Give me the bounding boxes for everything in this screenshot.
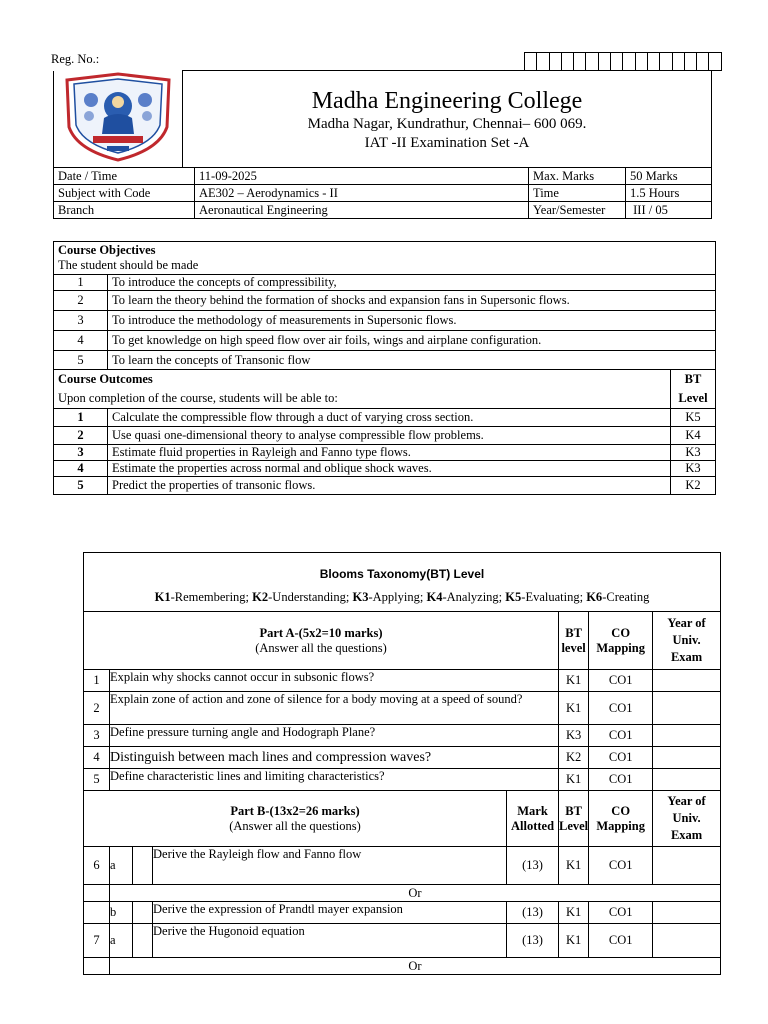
subject-value: AE302 – Aerodynamics - II bbox=[195, 185, 529, 202]
question-spacer bbox=[133, 924, 153, 958]
max-marks-value: 50 Marks bbox=[626, 168, 712, 185]
branch-label: Branch bbox=[54, 202, 195, 219]
part-b-year-header bbox=[653, 791, 721, 847]
question-row bbox=[84, 847, 721, 885]
blooms-level-name: -Understanding; bbox=[268, 590, 353, 604]
college-header bbox=[53, 70, 712, 168]
question-bt: K1 bbox=[559, 692, 589, 725]
part-a-title: Part A-(5x2=10 marks) bbox=[259, 625, 383, 640]
question-co: CO1 bbox=[589, 769, 653, 791]
question-year bbox=[653, 847, 721, 885]
part-a-co-header bbox=[589, 612, 653, 670]
reg-digit-box bbox=[697, 53, 709, 71]
or-label: Or bbox=[110, 958, 721, 975]
objective-row bbox=[54, 311, 716, 331]
outcome-row bbox=[54, 427, 716, 445]
question-row bbox=[84, 692, 721, 725]
reg-digit-box bbox=[660, 53, 672, 71]
question-year bbox=[653, 692, 721, 725]
outcome-text: Calculate the compressible flow through a duct of varying cross section. bbox=[108, 409, 671, 427]
question-bt: K3 bbox=[559, 725, 589, 747]
question-text: Define pressure turning angle and Hodograph Plane? bbox=[110, 725, 559, 747]
date-label: Date / Time bbox=[54, 168, 195, 185]
question-row bbox=[84, 924, 721, 958]
question-marks: (13) bbox=[507, 847, 559, 885]
outcome-bt: K3 bbox=[671, 461, 716, 477]
question-co: CO1 bbox=[589, 924, 653, 958]
outcome-row bbox=[54, 445, 716, 461]
objective-no: 5 bbox=[54, 351, 108, 370]
question-year bbox=[653, 902, 721, 924]
question-year bbox=[653, 924, 721, 958]
question-bt: K2 bbox=[559, 747, 589, 769]
question-year bbox=[653, 725, 721, 747]
objective-no: 4 bbox=[54, 331, 108, 351]
year-label: Year/Semester bbox=[529, 202, 626, 219]
reg-digit-box bbox=[709, 53, 721, 71]
reg-digit-box bbox=[537, 53, 549, 71]
outcome-bt: K3 bbox=[671, 445, 716, 461]
outcomes-header-row bbox=[54, 370, 716, 409]
branch-value: Aeronautical Engineering bbox=[195, 202, 529, 219]
question-co: CO1 bbox=[589, 692, 653, 725]
objective-text: To introduce the concepts of compressibility, bbox=[108, 275, 716, 291]
reg-digit-box bbox=[598, 53, 610, 71]
objective-no: 3 bbox=[54, 311, 108, 331]
exam-info-table bbox=[53, 167, 712, 219]
question-co: CO1 bbox=[589, 902, 653, 924]
question-spacer bbox=[133, 902, 153, 924]
outcomes-header bbox=[54, 370, 671, 409]
outcome-text: Use quasi one-dimensional theory to analyse compressible flow problems. bbox=[108, 427, 671, 445]
college-title-cell bbox=[183, 71, 712, 168]
question-row bbox=[84, 902, 721, 924]
blooms-row bbox=[84, 553, 721, 612]
question-no: 2 bbox=[84, 692, 110, 725]
outcome-bt: K4 bbox=[671, 427, 716, 445]
or-row bbox=[84, 885, 721, 902]
question-row bbox=[84, 725, 721, 747]
outcome-text: Predict the properties of transonic flows. bbox=[108, 477, 671, 495]
header-line: Year of bbox=[667, 794, 706, 808]
header-line: Univ. bbox=[672, 811, 701, 825]
question-text: Derive the expression of Prandtl mayer expansion bbox=[153, 902, 507, 924]
outcome-text: Estimate the properties across normal and oblique shock waves. bbox=[108, 461, 671, 477]
question-sub: a bbox=[110, 847, 133, 885]
question-no: 4 bbox=[84, 747, 110, 769]
blooms-title: Blooms Taxonomy(BT) Level bbox=[319, 567, 485, 581]
reg-digit-box bbox=[561, 53, 573, 71]
reg-digit-box bbox=[525, 53, 537, 71]
outcome-no: 2 bbox=[54, 427, 108, 445]
question-bt: K1 bbox=[559, 769, 589, 791]
outcome-row bbox=[54, 409, 716, 427]
header-line: CO bbox=[611, 803, 631, 818]
question-sub: a bbox=[110, 924, 133, 958]
question-no: 1 bbox=[84, 670, 110, 692]
header-line: Exam bbox=[670, 650, 703, 664]
question-text: Distinguish between mach lines and compression waves? bbox=[110, 747, 559, 769]
question-row bbox=[84, 670, 721, 692]
part-b-header-row bbox=[84, 791, 721, 847]
college-address: Madha Nagar, Kundrathur, Chennai– 600 069. bbox=[307, 115, 587, 132]
blooms-level-code: K5 bbox=[505, 590, 522, 604]
outcomes-heading: Course Outcomes bbox=[58, 372, 153, 386]
objective-no: 1 bbox=[54, 275, 108, 291]
blooms-cell bbox=[84, 553, 721, 612]
objective-row bbox=[54, 291, 716, 311]
question-bt: K1 bbox=[559, 847, 589, 885]
part-a-bt-header bbox=[559, 612, 589, 670]
part-a-header-row bbox=[84, 612, 721, 670]
question-no: 7 bbox=[84, 924, 110, 958]
exam-title: IAT -II Examination Set -A bbox=[364, 134, 530, 151]
reg-digit-box bbox=[611, 53, 623, 71]
question-bt: K1 bbox=[559, 924, 589, 958]
or-spacer bbox=[84, 958, 110, 975]
blooms-level-name: -Applying; bbox=[368, 590, 427, 604]
blooms-level-name: -Creating bbox=[602, 590, 650, 604]
objectives-heading: Course Objectives bbox=[58, 243, 156, 257]
outcome-bt: K2 bbox=[671, 477, 716, 495]
question-sub: b bbox=[110, 902, 133, 924]
or-spacer bbox=[84, 885, 110, 902]
header-line: Mapping bbox=[596, 818, 645, 833]
question-row bbox=[84, 747, 721, 769]
question-marks: (13) bbox=[507, 924, 559, 958]
question-marks: (13) bbox=[507, 902, 559, 924]
question-bt: K1 bbox=[559, 670, 589, 692]
question-text: Define characteristic lines and limiting characteristics? bbox=[110, 769, 559, 791]
reg-digit-box bbox=[574, 53, 586, 71]
bt-head-line: Level bbox=[678, 391, 708, 405]
date-value: 11-09-2025 bbox=[195, 168, 529, 185]
blooms-level-code: K1 bbox=[154, 590, 171, 604]
reg-digit-box bbox=[623, 53, 635, 71]
outcomes-intro: Upon completion of the course, students will be able to: bbox=[58, 391, 338, 405]
header-line: Univ. bbox=[672, 633, 701, 647]
question-bt: K1 bbox=[559, 902, 589, 924]
outcome-text: Estimate fluid properties in Rayleigh and Fanno type flows. bbox=[108, 445, 671, 461]
time-value: 1.5 Hours bbox=[626, 185, 712, 202]
reg-digit-box bbox=[647, 53, 659, 71]
part-b-mark-header bbox=[507, 791, 559, 847]
question-no: 5 bbox=[84, 769, 110, 791]
question-year bbox=[653, 769, 721, 791]
question-co: CO1 bbox=[589, 847, 653, 885]
part-b-co-header bbox=[589, 791, 653, 847]
outcome-row bbox=[54, 461, 716, 477]
outcome-row bbox=[54, 477, 716, 495]
question-year bbox=[653, 747, 721, 769]
objective-text: To get knowledge on high speed flow over air foils, wings and airplane configuration. bbox=[108, 331, 716, 351]
header-line: BT bbox=[565, 625, 582, 640]
reg-digit-box bbox=[684, 53, 696, 71]
part-b-title: Part B-(13x2=26 marks) bbox=[230, 803, 360, 818]
question-no: 6 bbox=[84, 847, 110, 885]
course-table bbox=[53, 241, 716, 495]
part-a-year-header bbox=[653, 612, 721, 670]
question-spacer bbox=[133, 847, 153, 885]
blooms-level-name: -Remembering; bbox=[170, 590, 253, 604]
header-line: Mapping bbox=[596, 640, 645, 655]
part-b-bt-header bbox=[559, 791, 589, 847]
question-no bbox=[84, 902, 110, 924]
blooms-level-code: K2 bbox=[252, 590, 269, 604]
part-a-subtitle: (Answer all the questions) bbox=[255, 640, 387, 655]
college-name: Madha Engineering College bbox=[311, 87, 583, 114]
blooms-level-code: K4 bbox=[426, 590, 443, 604]
objective-no: 2 bbox=[54, 291, 108, 311]
college-crest-icon bbox=[59, 72, 177, 162]
objective-row bbox=[54, 275, 716, 291]
question-row bbox=[84, 769, 721, 791]
blooms-level-code: K6 bbox=[586, 590, 603, 604]
subject-label: Subject with Code bbox=[54, 185, 195, 202]
reg-digit-box bbox=[672, 53, 684, 71]
objective-row bbox=[54, 331, 716, 351]
question-no: 3 bbox=[84, 725, 110, 747]
max-marks-label: Max. Marks bbox=[529, 168, 626, 185]
or-row bbox=[84, 958, 721, 975]
outcome-no: 4 bbox=[54, 461, 108, 477]
or-label: Or bbox=[110, 885, 721, 902]
objective-text: To learn the theory behind the formation of shocks and expansion fans in Supersonic flows. bbox=[108, 291, 716, 311]
question-text: Derive the Rayleigh flow and Fanno flow bbox=[153, 847, 507, 885]
part-a-header bbox=[84, 612, 559, 670]
reg-no-boxes bbox=[524, 52, 722, 71]
question-co: CO1 bbox=[589, 670, 653, 692]
objective-text: To introduce the methodology of measurements in Supersonic flows. bbox=[108, 311, 716, 331]
header-line: Level bbox=[559, 818, 589, 833]
objectives-header bbox=[54, 242, 716, 275]
reg-digit-box bbox=[586, 53, 598, 71]
part-b-header bbox=[84, 791, 507, 847]
year-value: III / 05 bbox=[626, 202, 712, 219]
header-line: CO bbox=[611, 625, 631, 640]
outcome-no: 1 bbox=[54, 409, 108, 427]
header-line: level bbox=[561, 640, 586, 655]
question-text: Explain zone of action and zone of silence for a body moving at a speed of sound? bbox=[110, 692, 559, 725]
question-co: CO1 bbox=[589, 725, 653, 747]
reg-digit-box bbox=[549, 53, 561, 71]
question-co: CO1 bbox=[589, 747, 653, 769]
question-text: Derive the Hugonoid equation bbox=[153, 924, 507, 958]
blooms-level-name: -Analyzing; bbox=[442, 590, 506, 604]
objectives-intro: The student should be made bbox=[58, 258, 199, 272]
outcome-no: 3 bbox=[54, 445, 108, 461]
objective-text: To learn the concepts of Transonic flow bbox=[108, 351, 716, 370]
time-label: Time bbox=[529, 185, 626, 202]
logo-cell bbox=[54, 71, 183, 168]
bt-head-line: BT bbox=[684, 372, 702, 386]
objective-row bbox=[54, 351, 716, 370]
header-line: Exam bbox=[670, 828, 703, 842]
header-line: Mark bbox=[517, 803, 548, 818]
header-line: Year of bbox=[667, 616, 706, 630]
question-year bbox=[653, 670, 721, 692]
blooms-level-name: -Evaluating; bbox=[521, 590, 587, 604]
blooms-level-code: K3 bbox=[352, 590, 369, 604]
outcome-no: 5 bbox=[54, 477, 108, 495]
question-text: Explain why shocks cannot occur in subsonic flows? bbox=[110, 670, 559, 692]
reg-no-label: Reg. No.: bbox=[51, 52, 100, 66]
header-line: Allotted bbox=[510, 818, 555, 833]
reg-digit-box bbox=[635, 53, 647, 71]
outcome-bt: K5 bbox=[671, 409, 716, 427]
part-b-subtitle: (Answer all the questions) bbox=[229, 818, 361, 833]
blooms-levels bbox=[88, 590, 716, 605]
header-line: BT bbox=[565, 803, 582, 818]
outcomes-bt-header bbox=[671, 370, 716, 409]
question-table bbox=[83, 552, 721, 975]
